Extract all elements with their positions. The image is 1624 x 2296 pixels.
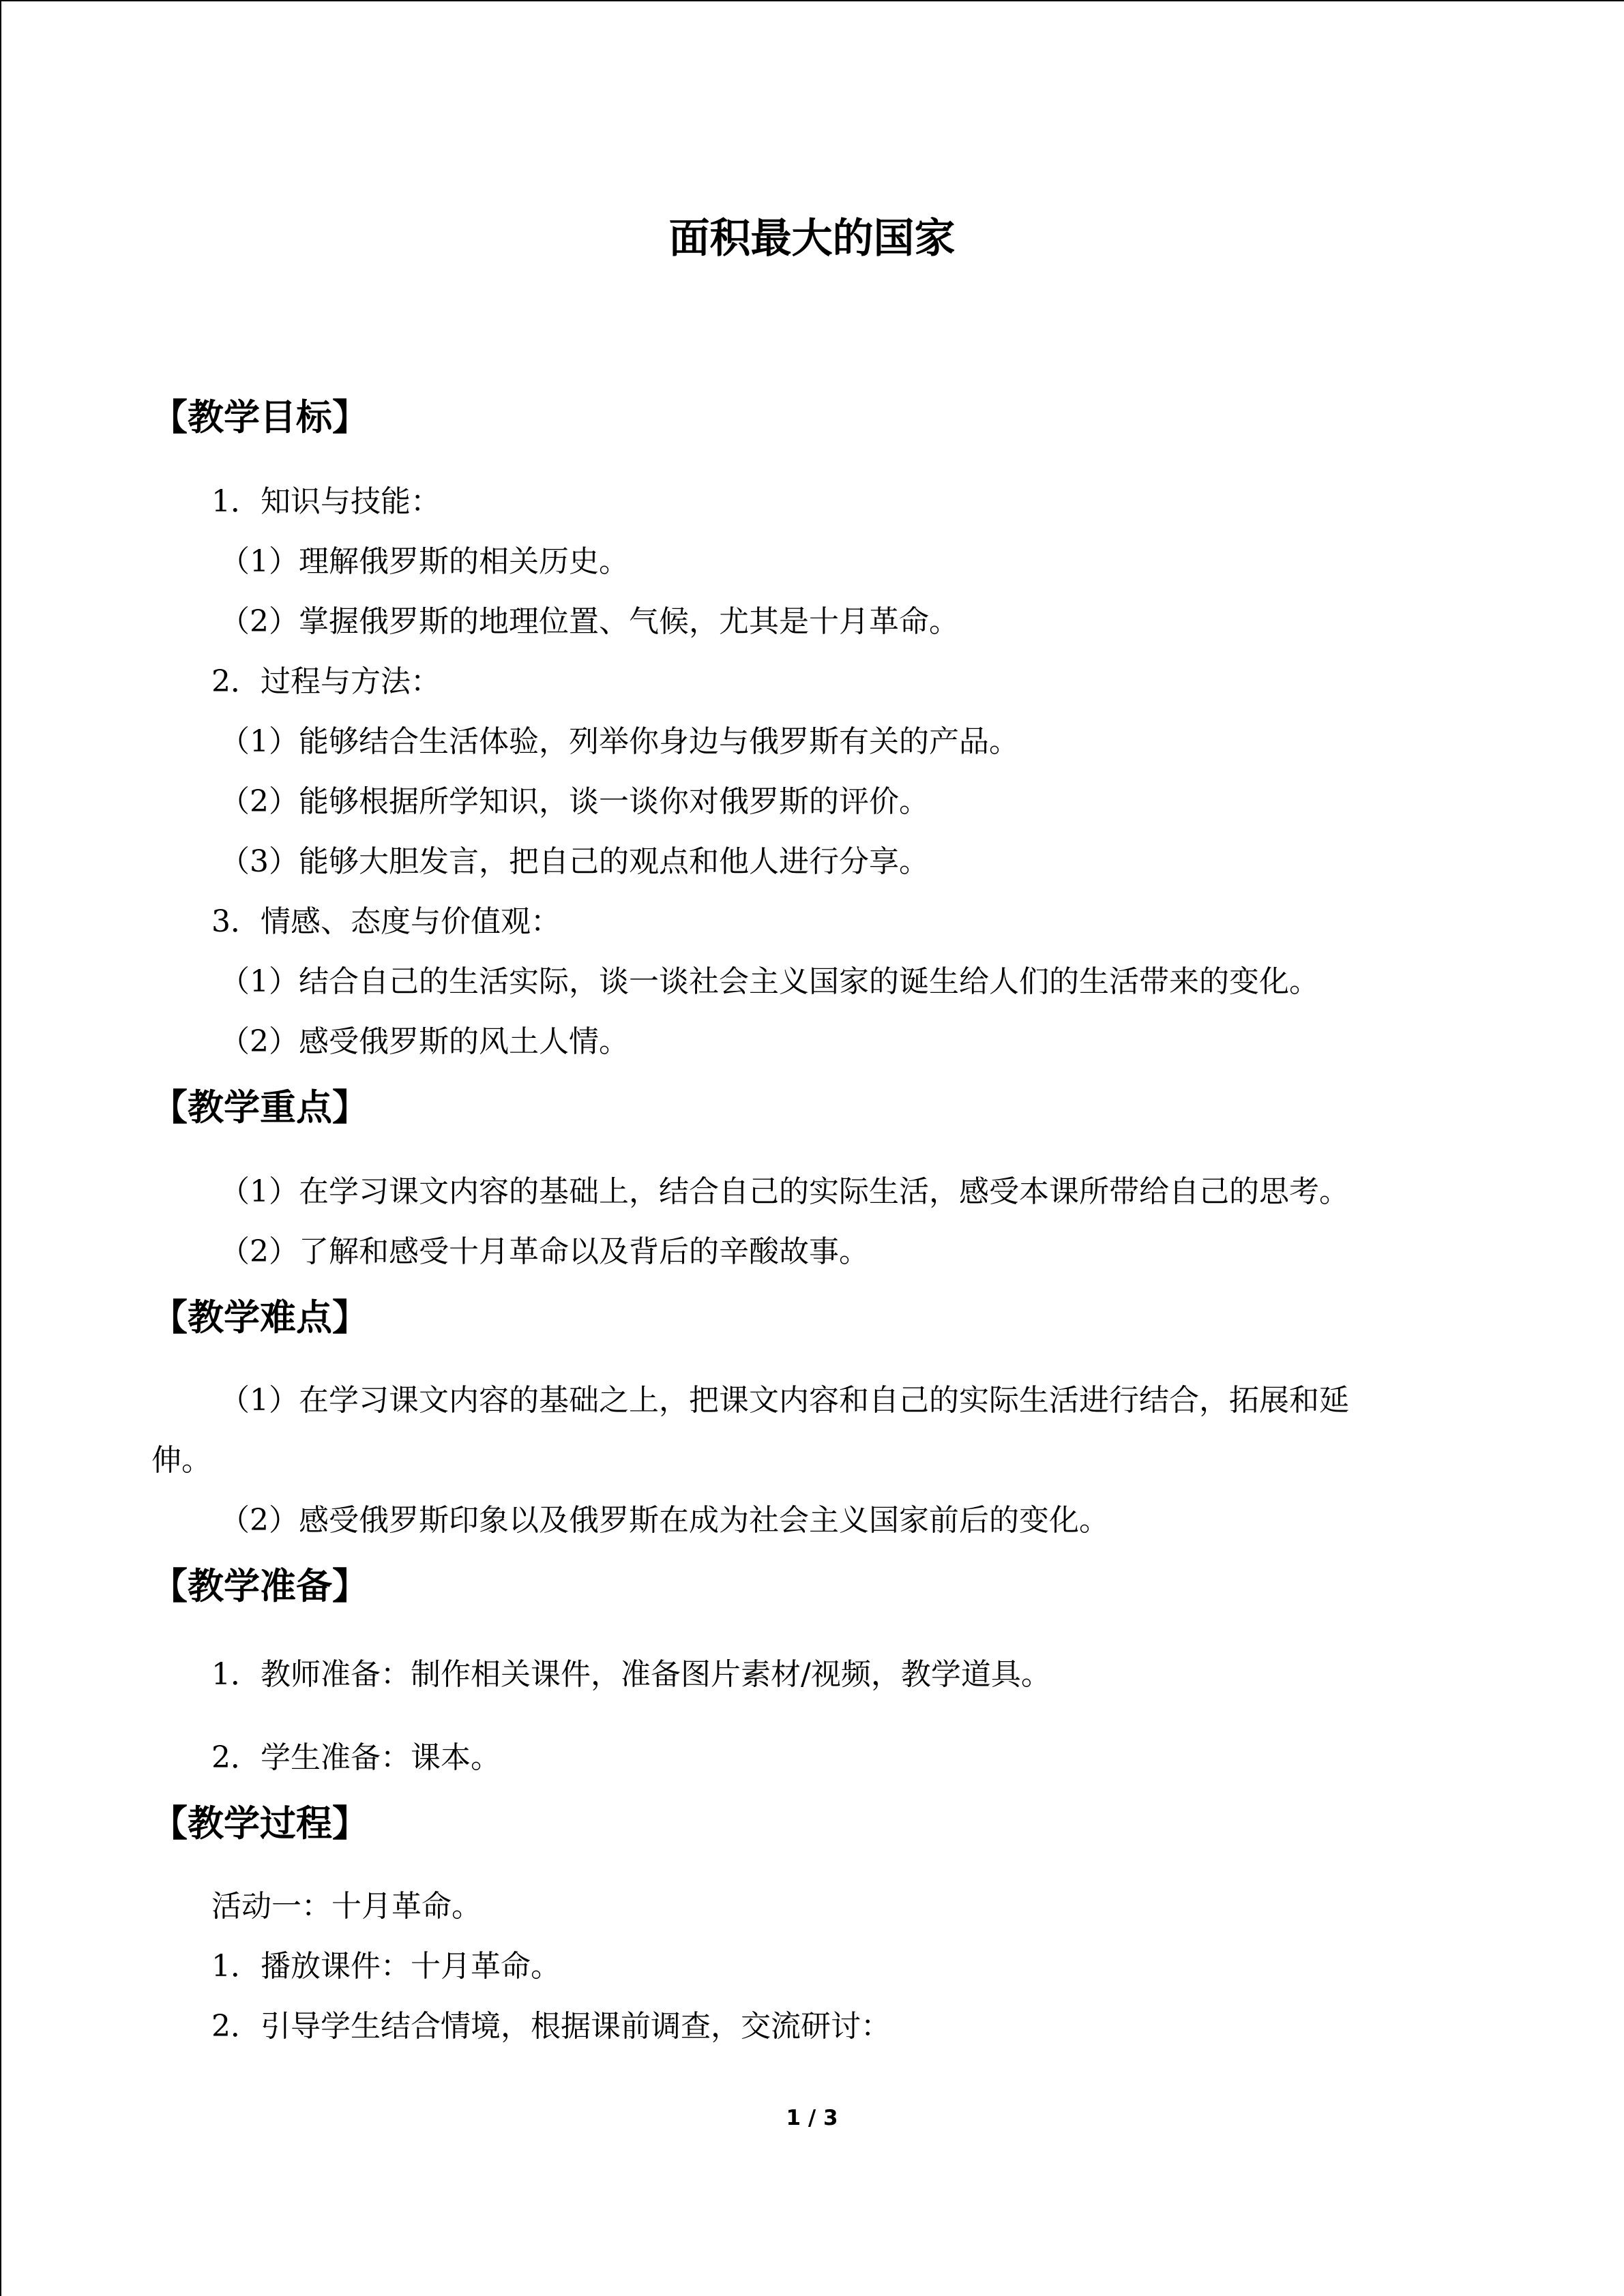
- section-heading-difficulties: 【教学难点】: [151, 1297, 368, 1339]
- process-line: 活动一：十月革命。: [211, 1889, 482, 1924]
- objective-line: （2）掌握俄罗斯的地理位置、气候，尤其是十月革命。: [220, 604, 959, 639]
- objective-line: （1）理解俄罗斯的相关历史。: [220, 544, 629, 579]
- objective-line: （1）结合自己的生活实际，谈一谈社会主义国家的诞生给人们的生活带来的变化。: [220, 964, 1319, 999]
- page-number: 1 / 3: [786, 2106, 838, 2130]
- difficulty-line-continuation: 伸。: [151, 1443, 211, 1478]
- objective-line: （1）能够结合生活体验，列举你身边与俄罗斯有关的产品。: [220, 724, 1019, 759]
- section-heading-preparation: 【教学准备】: [151, 1566, 368, 1607]
- objective-line: 3．情感、态度与价值观：: [211, 904, 561, 939]
- process-line: 2．引导学生结合情境，根据课前调查，交流研讨：: [211, 2009, 891, 2044]
- section-heading-objectives: 【教学目标】: [151, 397, 368, 438]
- objective-line: （2）感受俄罗斯的风土人情。: [220, 1024, 629, 1059]
- difficulty-line: （1）在学习课文内容的基础之上，把课文内容和自己的实际生活进行结合，拓展和延: [220, 1383, 1349, 1418]
- key-point-line: （1）在学习课文内容的基础上，结合自己的实际生活，感受本课所带给自己的思考。: [220, 1174, 1349, 1209]
- document-title: 面积最大的国家: [668, 215, 956, 263]
- objective-line: （3）能够大胆发言，把自己的观点和他人进行分享。: [220, 844, 929, 879]
- objective-line: 1．知识与技能：: [211, 484, 441, 519]
- objective-line: （2）能够根据所学知识，谈一谈你对俄罗斯的评价。: [220, 784, 929, 819]
- section-heading-process: 【教学过程】: [151, 1803, 368, 1845]
- key-point-line: （2）了解和感受十月革命以及背后的辛酸故事。: [220, 1234, 869, 1269]
- difficulty-line: （2）感受俄罗斯印象以及俄罗斯在成为社会主义国家前后的变化。: [220, 1503, 1109, 1538]
- objective-line: 2．过程与方法：: [211, 664, 441, 699]
- process-line: 1．播放课件：十月革命。: [211, 1949, 561, 1984]
- preparation-line: 2．学生准备：课本。: [211, 1740, 501, 1775]
- section-heading-key-points: 【教学重点】: [151, 1087, 368, 1129]
- preparation-line: 1．教师准备：制作相关课件，准备图片素材/视频，教学道具。: [211, 1657, 1051, 1692]
